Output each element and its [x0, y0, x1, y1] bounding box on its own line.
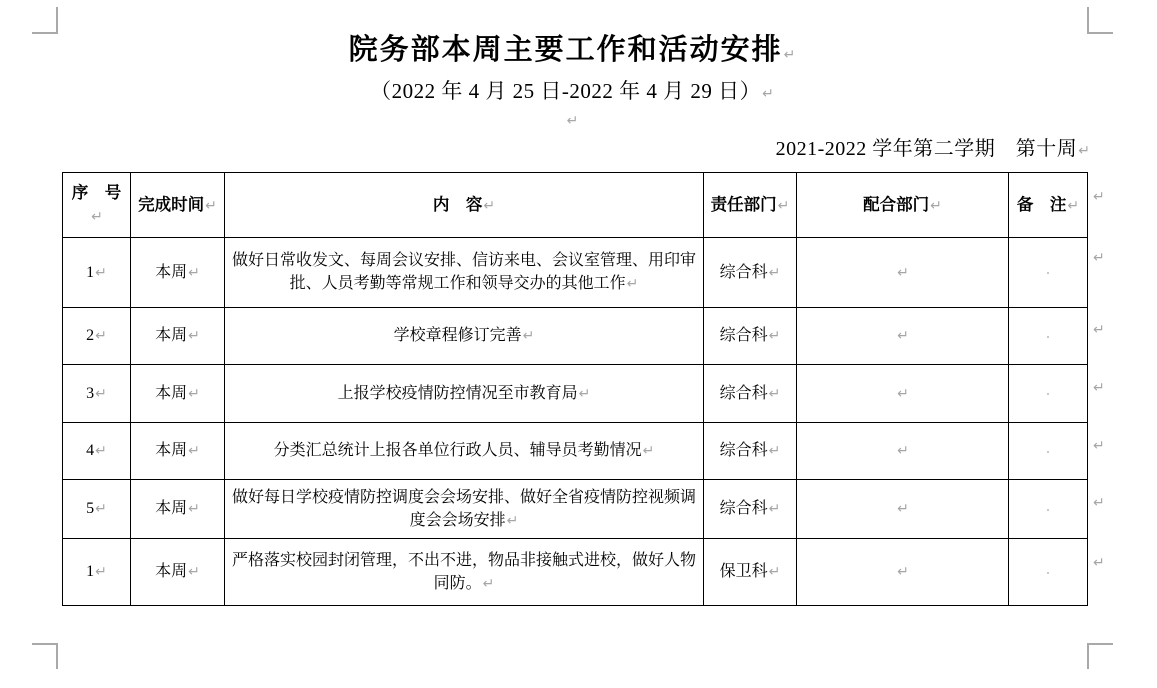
header-coop-text: 配合部门	[863, 194, 930, 214]
margin-corner-bottom-left-icon	[32, 643, 58, 669]
cell-content	[225, 539, 704, 606]
row-end-mark	[1092, 322, 1105, 338]
paragraph-mark-icon: ↵	[188, 328, 200, 344]
semester-line	[57, 134, 1090, 166]
header-content-text: 内 容	[432, 194, 483, 214]
document-title	[57, 30, 1087, 75]
header-cell-no	[63, 173, 131, 238]
row-time-text: 本周	[155, 327, 188, 344]
paragraph-mark-icon: ↵	[897, 501, 909, 517]
cell-note	[1009, 480, 1088, 539]
cell-note	[1009, 539, 1088, 606]
paragraph-mark-icon: ↵	[95, 328, 107, 344]
paragraph-mark-icon: ↵	[897, 564, 909, 580]
paragraph-mark-icon: ↵	[522, 328, 535, 344]
cell-coop	[797, 480, 1009, 539]
row-time-text: 本周	[155, 384, 188, 402]
cell-no	[63, 365, 131, 423]
paragraph-mark-icon: ↵	[897, 328, 909, 344]
cell-duty	[704, 238, 797, 308]
cell-no	[63, 238, 131, 308]
header-cell-duty	[704, 173, 797, 238]
cell-time	[131, 423, 225, 480]
paragraph-mark-icon: ↵	[482, 575, 495, 592]
header-duty-text: 责任部门	[710, 194, 777, 214]
paragraph-mark-icon: ↵	[483, 197, 496, 214]
cell-coop	[797, 539, 1009, 606]
paragraph-mark-icon: ↵	[1093, 380, 1105, 396]
cell-no	[63, 480, 131, 539]
cell-coop	[797, 423, 1009, 480]
row-content-text: 做好每日学校疫情防控调度会会场安排、做好全省疫情防控视频调度会会场安排	[231, 488, 696, 529]
margin-corner-top-right-icon	[1087, 7, 1113, 34]
paragraph-mark-icon: ↵	[1093, 250, 1105, 266]
paragraph-mark-icon: ↵	[768, 501, 781, 517]
row-no-text: 1	[86, 563, 95, 580]
cell-content	[225, 480, 704, 539]
table-row	[63, 365, 1088, 423]
cell-no	[63, 423, 131, 480]
document-date-range-text: （2022 年 4 月 25 日-2022 年 4 月 29 日）	[370, 79, 762, 103]
document-date-range	[57, 76, 1087, 109]
row-end-mark	[1092, 250, 1105, 266]
paragraph-mark-icon: ↵	[762, 86, 774, 102]
paragraph-mark-icon: ↵	[1093, 189, 1105, 205]
row-end-mark	[1092, 189, 1105, 205]
table-row	[63, 423, 1088, 480]
semester-line-text: 2021-2022 学年第二学期 第十周	[775, 138, 1078, 160]
paragraph-mark-icon: ↵	[768, 328, 781, 344]
cell-content	[225, 365, 704, 423]
paragraph-mark-icon: ↵	[95, 264, 107, 281]
header-no-text: 序 号	[71, 183, 122, 202]
row-end-mark	[1092, 380, 1105, 396]
row-no-text: 2	[86, 327, 95, 344]
note-dot	[1047, 336, 1049, 338]
row-content-text: 做好日常收发文、每周会议安排、信访来电、会议室管理、用印审批、人员考勤等常规工作和领导交办的其他工作	[231, 252, 696, 292]
paragraph-mark-icon: ↵	[777, 197, 790, 214]
paragraph-mark-icon: ↵	[1093, 438, 1105, 454]
paragraph-mark-icon: ↵	[768, 564, 781, 580]
cell-duty	[704, 423, 797, 480]
row-time-text: 本周	[155, 263, 188, 281]
row-duty-text: 综合科	[719, 500, 768, 517]
note-dot	[1047, 509, 1049, 511]
margin-corner-bottom-right-icon	[1087, 643, 1113, 669]
paragraph-mark-icon: ↵	[768, 264, 781, 281]
cell-content	[225, 308, 704, 365]
cell-time	[131, 539, 225, 606]
paragraph-mark-icon: ↵	[930, 197, 942, 214]
row-end-mark	[1092, 495, 1105, 511]
schedule-table	[62, 172, 1088, 606]
paragraph-mark-icon: ↵	[95, 443, 107, 459]
row-duty-text: 综合科	[719, 442, 768, 459]
paragraph-mark-icon: ↵	[1067, 197, 1080, 214]
cell-duty	[704, 480, 797, 539]
header-time-text: 完成时间	[138, 194, 205, 214]
paragraph-mark-icon: ↵	[578, 385, 591, 402]
table-row	[63, 539, 1088, 606]
header-cell-note	[1009, 173, 1088, 238]
paragraph-mark-icon: ↵	[188, 564, 200, 580]
row-content-text: 严格落实校园封闭管理，不出不进，物品非接触式进校，做好人物同防。	[231, 551, 696, 592]
header-cell-coop	[797, 173, 1009, 238]
cell-coop	[797, 238, 1009, 308]
row-duty-text: 综合科	[719, 327, 768, 344]
cell-no	[63, 539, 131, 606]
row-end-mark	[1092, 438, 1105, 454]
paragraph-mark-icon: ↵	[506, 512, 519, 529]
note-dot	[1047, 393, 1049, 395]
paragraph-mark-icon: ↵	[642, 443, 655, 459]
row-time-text: 本周	[155, 563, 188, 580]
paragraph-mark-icon: ↵	[188, 385, 200, 402]
table-row	[63, 238, 1088, 308]
cell-duty	[704, 365, 797, 423]
table-row	[63, 480, 1088, 539]
note-dot	[1047, 272, 1049, 274]
cell-no	[63, 308, 131, 365]
paragraph-mark-icon: ↵	[783, 47, 796, 63]
paragraph-mark-icon: ↵	[1078, 143, 1090, 159]
row-duty-text: 综合科	[719, 263, 768, 281]
row-duty-text: 保卫科	[719, 563, 768, 580]
cell-time	[131, 308, 225, 365]
cell-coop	[797, 365, 1009, 423]
paragraph-mark-icon: ↵	[95, 564, 107, 580]
cell-duty	[704, 308, 797, 365]
cell-content	[225, 423, 704, 480]
header-cell-content	[225, 173, 704, 238]
header-cell-time	[131, 173, 225, 238]
row-time-text: 本周	[155, 442, 188, 459]
cell-note	[1009, 365, 1088, 423]
paragraph-mark-icon: ↵	[1093, 495, 1105, 511]
cell-coop	[797, 308, 1009, 365]
paragraph-mark-icon: ↵	[626, 276, 639, 292]
document-title-text: 院务部本周主要工作和活动安排	[348, 34, 783, 66]
row-no-text: 3	[86, 384, 95, 402]
paragraph-mark-icon: ↵	[566, 113, 579, 129]
row-time-text: 本周	[155, 500, 188, 517]
paragraph-mark-icon: ↵	[188, 501, 200, 517]
paragraph-mark-icon: ↵	[95, 385, 107, 402]
paragraph-mark-icon: ↵	[768, 443, 781, 459]
paragraph-mark-icon: ↵	[91, 209, 103, 225]
row-no-text: 5	[86, 500, 95, 517]
paragraph-mark-icon: ↵	[1093, 322, 1105, 338]
cell-time	[131, 480, 225, 539]
paragraph-mark-icon: ↵	[768, 385, 781, 402]
paragraph-mark-icon: ↵	[188, 443, 200, 459]
header-note-text: 备 注	[1016, 194, 1067, 214]
paragraph-mark-icon: ↵	[95, 501, 107, 517]
paragraph-mark-icon: ↵	[205, 197, 217, 214]
paragraph-mark-icon: ↵	[897, 264, 909, 281]
note-dot	[1047, 572, 1049, 574]
cell-note	[1009, 238, 1088, 308]
cell-time	[131, 365, 225, 423]
row-duty-text: 综合科	[719, 384, 768, 402]
row-no-text: 4	[86, 442, 95, 459]
paragraph-mark-icon: ↵	[897, 385, 909, 402]
row-content-text: 分类汇总统计上报各单位行政人员、辅导员考勤情况	[273, 442, 642, 459]
cell-duty	[704, 539, 797, 606]
cell-time	[131, 238, 225, 308]
cell-note	[1009, 423, 1088, 480]
row-content-text: 上报学校疫情防控情况至市教育局	[337, 384, 578, 402]
cell-note	[1009, 308, 1088, 365]
margin-corner-top-left-icon	[32, 7, 58, 34]
table-row	[63, 308, 1088, 365]
row-no-text: 1	[86, 263, 95, 281]
note-dot	[1047, 451, 1049, 453]
table-header-row	[63, 173, 1088, 238]
empty-paragraph	[57, 110, 1087, 132]
row-end-mark	[1092, 555, 1105, 571]
cell-content	[225, 238, 704, 308]
paragraph-mark-icon: ↵	[1093, 555, 1105, 571]
row-content-text: 学校章程修订完善	[393, 327, 522, 344]
paragraph-mark-icon: ↵	[188, 264, 200, 281]
paragraph-mark-icon: ↵	[897, 443, 909, 459]
